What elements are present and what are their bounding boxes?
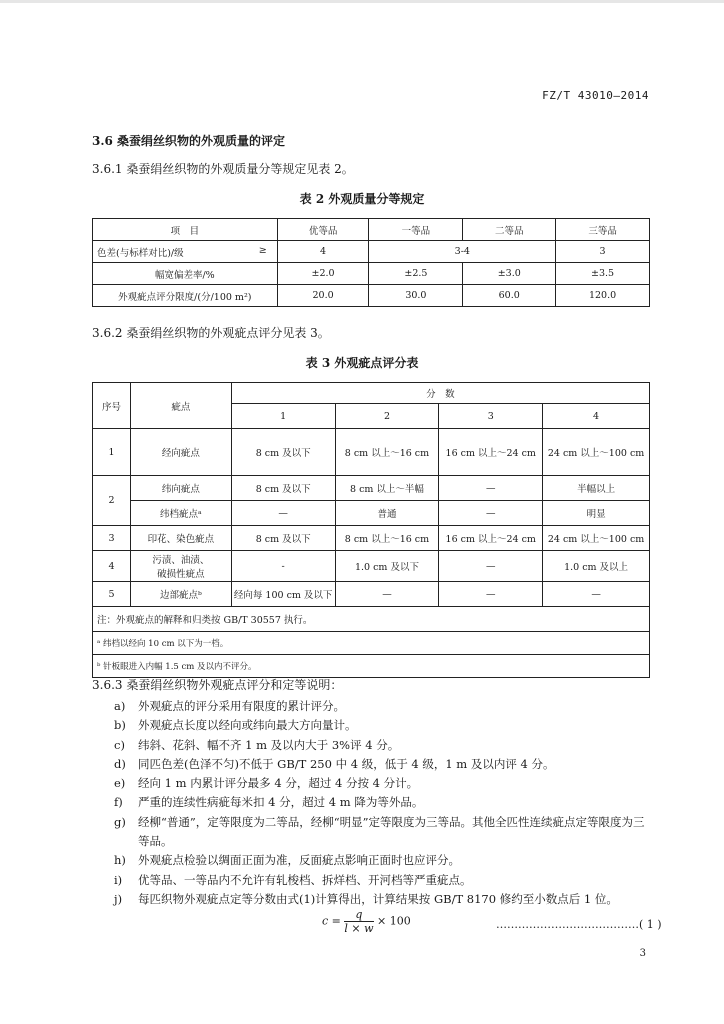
header-col-3: 3 <box>439 404 543 429</box>
row-no: 1 <box>93 429 131 476</box>
paragraph-3-6-3: 3.6.3 桑蚕绢丝织物外观疵点评分和定等说明： <box>92 678 343 692</box>
table-3 <box>92 382 650 678</box>
header-col-4: 4 <box>543 404 650 429</box>
formula-lhs: c = <box>322 914 341 928</box>
cell: 120.0 <box>556 285 650 307</box>
rules-list <box>92 697 652 909</box>
cell: 半幅以上 <box>543 476 650 501</box>
row-no: 2 <box>93 476 131 526</box>
row-defect-line: 破损性疵点 <box>157 569 205 580</box>
table-footnote-row <box>93 655 650 678</box>
footnote-b: ᵇ 针板眼进入内幅 1.5 cm 及以内不评分。 <box>93 655 650 678</box>
formula-1 <box>322 908 411 935</box>
table3-caption: 表 3 外观疵点评分表 <box>305 356 419 370</box>
section-heading-3-6: 3.6 桑蚕绢丝织物的外观质量的评定 <box>92 134 286 148</box>
cell: 16 cm 以上～24 cm <box>439 526 543 551</box>
row-no: 3 <box>93 526 131 551</box>
table-header-row <box>93 383 650 404</box>
table-note: 注：外观疵点的解释和归类按 GB/T 30557 执行。 <box>93 607 650 632</box>
row-defect: 边部疵点ᵇ <box>130 582 231 607</box>
table-row <box>93 241 650 263</box>
cell: — <box>439 501 543 526</box>
table-header-row <box>93 219 650 241</box>
row-defect: 纬向疵点 <box>130 476 231 501</box>
cell: — <box>439 476 543 501</box>
cell: ±2.5 <box>369 263 463 285</box>
cell: 普通 <box>335 501 439 526</box>
table2-caption: 表 2 外观质量分等规定 <box>299 192 425 206</box>
cell: — <box>231 501 335 526</box>
table-row <box>93 582 650 607</box>
list-item: b) 外观疵点长度以经向或纬向最大方向量计。 <box>114 718 357 733</box>
list-item: g) 经柳“普通”，定等限度为二等品，经柳“明显”定等限度为三等品。其他全匹性连续疵点定等限度为三等品。 <box>114 814 645 849</box>
list-item: j) 每匹织物外观疵点定等分数由式(1)计算得出，计算结果按 GB/T 8170 修约至小数点后 1 位。 <box>114 891 618 906</box>
header-defect: 疵点 <box>130 383 231 429</box>
cell: - <box>231 551 335 582</box>
table-row <box>93 526 650 551</box>
list-item: d) 同匹色差(色泽不匀)不低于 GB/T 250 中 4 级，低于 4 级，1 m 及以内评 4 分。 <box>114 756 555 771</box>
cell: 24 cm 以上～100 cm <box>543 526 650 551</box>
cell: ±3.5 <box>556 263 650 285</box>
formula-numerator: q <box>344 908 373 922</box>
list-item: i) 优等品、一等品内不允许有轧梭档、拆烊档、开河档等严重疵点。 <box>114 872 472 887</box>
cell: ±3.0 <box>463 263 556 285</box>
table-row <box>93 263 650 285</box>
cell: 8 cm 以上～16 cm <box>335 429 439 476</box>
header-item: 项 目 <box>93 219 278 241</box>
cell: 8 cm 及以下 <box>231 526 335 551</box>
cell: 8 cm 以上～半幅 <box>335 476 439 501</box>
cell: 明显 <box>543 501 650 526</box>
table-row <box>93 551 650 582</box>
cell: 16 cm 以上～24 cm <box>439 429 543 476</box>
row-no: 4 <box>93 551 131 582</box>
paragraph-3-6-1: 3.6.1 桑蚕绢丝织物的外观质量分等规定见表 2。 <box>92 162 354 176</box>
table-row <box>93 476 650 501</box>
list-item: f) 严重的连续性病疵每米扣 4 分，超过 4 m 降为等外品。 <box>114 795 424 810</box>
page-number: 3 <box>639 948 646 959</box>
row-no: 5 <box>93 582 131 607</box>
cell: 8 cm 及以下 <box>231 429 335 476</box>
cell: ±2.0 <box>277 263 369 285</box>
row-defect: 纬档疵点ᵃ <box>130 501 231 526</box>
formula-denominator: l × w <box>344 922 374 935</box>
footnote-a: ᵃ 纬档以经向 10 cm 以下为一档。 <box>93 632 650 655</box>
row-defect: 经向疵点 <box>130 429 231 476</box>
cell: 3 <box>556 241 650 263</box>
list-item: a) 外观疵点的评分采用有限度的累计评分。 <box>114 699 345 713</box>
cell: — <box>439 582 543 607</box>
cell: — <box>335 582 439 607</box>
row-defect: 印花、染色疵点 <box>130 526 231 551</box>
table-row <box>93 285 650 307</box>
cell: 3-4 <box>369 241 556 263</box>
cell: 1.0 cm 及以下 <box>335 551 439 582</box>
cell: 60.0 <box>463 285 556 307</box>
formula-fraction <box>344 908 373 935</box>
table-note-row <box>93 607 650 632</box>
cell: 8 cm 及以下 <box>231 476 335 501</box>
header-grade-premium: 优等品 <box>277 219 369 241</box>
cell: 24 cm 以上～100 cm <box>543 429 650 476</box>
row-label-width-dev: 幅宽偏差率/% <box>93 263 278 285</box>
table-row <box>93 429 650 476</box>
header-no: 序号 <box>93 383 131 429</box>
paragraph-3-6-2: 3.6.2 桑蚕绢丝织物的外观疵点评分见表 3。 <box>92 326 330 340</box>
cell: 1.0 cm 及以上 <box>543 551 650 582</box>
header-grade-third: 三等品 <box>556 219 650 241</box>
list-item: h) 外观疵点检验以绸面正面为准，反面疵点影响正面时也应评分。 <box>114 853 460 868</box>
cell: 8 cm 以上～16 cm <box>335 526 439 551</box>
standard-code: FZ/T 43010—2014 <box>542 89 649 102</box>
list-item: c) 纬斜、花斜、幅不齐 1 m 及以内大于 3%评 4 分。 <box>114 737 400 752</box>
header-col-2: 2 <box>335 404 439 429</box>
gte-sign: ≥ <box>258 244 267 256</box>
cell: — <box>439 551 543 582</box>
list-item: e) 经向 1 m 内累计评分最多 4 分，超过 4 分按 4 分计。 <box>114 776 419 791</box>
header-score: 分 数 <box>231 383 649 404</box>
row-label-color-diff: 色差(与标样对比)/级 ≥ <box>93 241 278 263</box>
header-grade-first: 一等品 <box>369 219 463 241</box>
cell: 4 <box>277 241 369 263</box>
equation-number: …………………………………( 1 ) <box>496 918 662 931</box>
table-footnote-row <box>93 632 650 655</box>
row-defect <box>130 551 231 582</box>
formula-multiplier: × 100 <box>377 914 411 928</box>
cell: — <box>543 582 650 607</box>
header-grade-second: 二等品 <box>463 219 556 241</box>
table-2 <box>92 218 650 307</box>
table-row <box>93 501 650 526</box>
cell: 经向每 100 cm 及以下 <box>231 582 335 607</box>
scan-top-edge <box>0 0 724 3</box>
cell: 20.0 <box>277 285 369 307</box>
header-col-1: 1 <box>231 404 335 429</box>
row-label-defect-limit: 外观疵点评分限度/(分/100 m²) <box>93 285 278 307</box>
cell: 30.0 <box>369 285 463 307</box>
row-defect-line: 污渍、油渍、 <box>152 555 210 566</box>
